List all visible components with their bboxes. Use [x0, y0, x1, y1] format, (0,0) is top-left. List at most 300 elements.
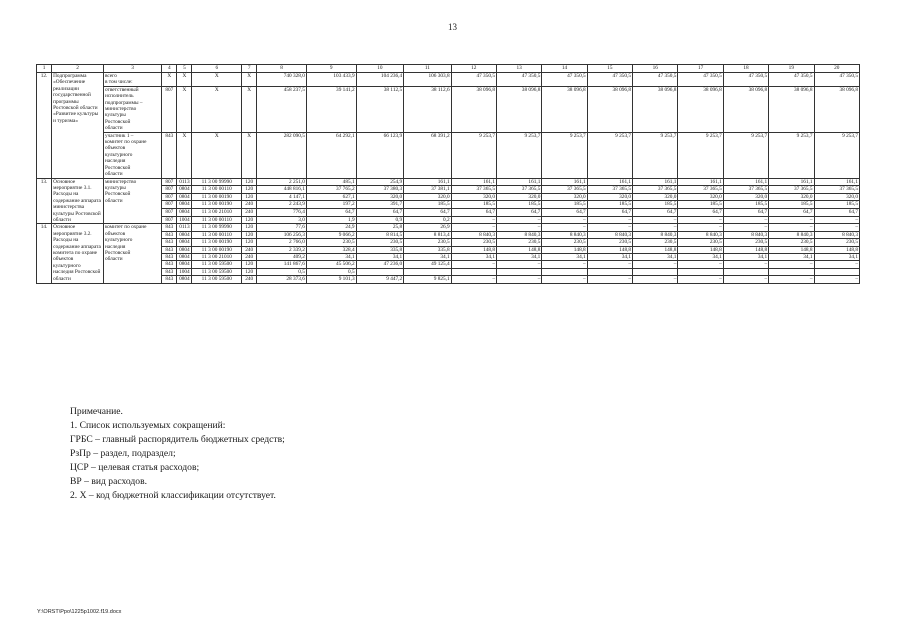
amount-cell: 148,8 — [451, 246, 496, 253]
budget-code-cell: 807 — [162, 193, 177, 201]
amount-cell: 8 840,3 — [496, 231, 541, 238]
amount-cell — [814, 268, 860, 275]
amount-cell: 37 365,5 — [587, 186, 632, 194]
amount-cell: – — [769, 276, 814, 283]
amount-cell: 9 253,7 — [496, 132, 541, 178]
amount-cell: 1,9 — [306, 216, 356, 224]
amount-cell: 64,7 — [542, 209, 587, 217]
amount-cell: 8 840,3 — [723, 231, 768, 238]
amount-cell: 0,9 — [356, 216, 404, 224]
amount-cell: 38 096,8 — [678, 86, 723, 132]
column-header: 10 — [356, 65, 404, 73]
budget-code-cell: 0804 — [177, 261, 192, 268]
amount-cell: 34,1 — [496, 253, 541, 260]
budget-code-cell: 240 — [242, 246, 257, 253]
amount-cell: 3,0 — [257, 216, 307, 224]
amount-cell: 0,5 — [306, 268, 356, 275]
amount-cell: 148,8 — [633, 246, 678, 253]
amount-cell: 8 840,3 — [814, 231, 860, 238]
amount-cell — [542, 268, 587, 275]
amount-cell: 64,7 — [306, 209, 356, 217]
amount-cell: 64,7 — [451, 209, 496, 217]
column-header: 20 — [814, 65, 860, 73]
amount-cell: 64,7 — [404, 209, 452, 217]
budget-code-cell: X — [242, 86, 257, 132]
amount-cell: 0,5 — [257, 268, 307, 275]
amount-cell: 185,5 — [723, 201, 768, 209]
budget-code-cell: 807 — [162, 186, 177, 194]
amount-cell: 185,5 — [404, 201, 452, 209]
amount-cell: 38 096,8 — [633, 86, 678, 132]
budget-code-cell: 807 — [162, 86, 177, 132]
amount-cell: 148,8 — [678, 246, 723, 253]
amount-cell: – — [678, 276, 723, 283]
amount-cell: 8 813,4 — [404, 231, 452, 238]
budget-code-cell: 120 — [242, 193, 257, 201]
amount-cell: 148,8 — [496, 246, 541, 253]
budget-code-cell: X — [192, 86, 242, 132]
amount-cell: 68 391,2 — [404, 132, 452, 178]
amount-cell: 320,0 — [451, 193, 496, 201]
amount-cell: 161,1 — [814, 178, 860, 186]
executor-name: комитет по охране объектов культурного наследия Ростовской области — [103, 224, 161, 283]
amount-cell: 34,1 — [587, 253, 632, 260]
column-header: 6 — [192, 65, 242, 73]
column-header: 11 — [404, 65, 452, 73]
notes-section — [70, 405, 285, 503]
budget-code-cell: 843 — [162, 224, 177, 231]
amount-cell: 230,5 — [542, 239, 587, 246]
column-header: 5 — [177, 65, 192, 73]
amount-cell: 458 237,5 — [257, 86, 307, 132]
amount-cell: 34,1 — [769, 253, 814, 260]
amount-cell: 448 816,1 — [257, 186, 307, 194]
budget-code-cell: X — [177, 132, 192, 178]
amount-cell: 47 350,5 — [633, 73, 678, 87]
amount-cell: 37 365,5 — [814, 186, 860, 194]
amount-cell: 148,8 — [723, 246, 768, 253]
budget-code-cell: 120 — [242, 216, 257, 224]
amount-cell: 47 350,5 — [678, 73, 723, 87]
amount-cell — [356, 268, 404, 275]
amount-cell: 740 328,0 — [257, 73, 307, 87]
column-header: 17 — [678, 65, 723, 73]
amount-cell: – — [451, 276, 496, 283]
amount-cell: 37 365,5 — [769, 186, 814, 194]
amount-cell: 320,0 — [769, 193, 814, 201]
amount-cell: 38 096,8 — [814, 86, 860, 132]
amount-cell: 328,4 — [306, 246, 356, 253]
amount-cell: 37 380,3 — [356, 186, 404, 194]
amount-cell: 230,5 — [404, 239, 452, 246]
amount-cell: 8 840,3 — [678, 231, 723, 238]
budget-code-cell: X — [242, 73, 257, 87]
row-number: 14. — [37, 224, 52, 283]
budget-code-cell: 1004 — [177, 216, 192, 224]
amount-cell: – — [633, 261, 678, 268]
amount-cell: 64,7 — [587, 209, 632, 217]
amount-cell: 37 365,5 — [678, 186, 723, 194]
amount-cell: 47 350,5 — [814, 73, 860, 87]
note-line: ВР – вид расходов. — [70, 476, 148, 487]
amount-cell: – — [814, 216, 860, 224]
budget-code-cell: 843 — [162, 231, 177, 238]
amount-cell: 254,9 — [356, 178, 404, 186]
amount-cell: 9 253,7 — [678, 132, 723, 178]
amount-cell — [678, 268, 723, 275]
amount-cell: 185,5 — [587, 201, 632, 209]
budget-code-cell: 11 3 00 59500 — [192, 268, 242, 275]
amount-cell: 2 243,9 — [257, 201, 307, 209]
file-path-footer: Y:\ORST\Ppo\1225p1002.f19.docx — [37, 609, 122, 615]
amount-cell: 230,5 — [587, 239, 632, 246]
amount-cell: 9 253,7 — [723, 132, 768, 178]
amount-cell: 64,7 — [633, 209, 678, 217]
amount-cell: 776,4 — [257, 209, 307, 217]
amount-cell: 64,7 — [356, 209, 404, 217]
amount-cell: 37 381,1 — [404, 186, 452, 194]
amount-cell: – — [678, 216, 723, 224]
budget-code-cell: X — [177, 73, 192, 87]
budget-code-cell: 11 3 00 00190 — [192, 193, 242, 201]
amount-cell: – — [542, 276, 587, 283]
amount-cell: 9 253,7 — [587, 132, 632, 178]
budget-code-cell: 240 — [242, 276, 257, 283]
amount-cell — [587, 268, 632, 275]
amount-cell: 148,8 — [587, 246, 632, 253]
amount-cell: 38 096,8 — [496, 86, 541, 132]
amount-cell: 2 339,2 — [257, 246, 307, 253]
amount-cell: 34,1 — [678, 253, 723, 260]
amount-cell: 230,5 — [306, 239, 356, 246]
amount-cell: 8 840,3 — [633, 231, 678, 238]
column-header: 4 — [162, 65, 177, 73]
amount-cell: 230,5 — [451, 239, 496, 246]
amount-cell: 161,1 — [633, 178, 678, 186]
budget-code-cell: 120 — [242, 231, 257, 238]
amount-cell — [496, 268, 541, 275]
amount-cell: – — [496, 276, 541, 283]
amount-cell: 106 303,8 — [404, 73, 452, 87]
amount-cell: 161,1 — [723, 178, 768, 186]
column-header: 3 — [103, 65, 161, 73]
amount-cell: 282 090,5 — [257, 132, 307, 178]
budget-code-cell: X — [162, 73, 177, 87]
budget-code-cell: 0113 — [177, 178, 192, 186]
amount-cell: – — [769, 261, 814, 268]
amount-cell: – — [542, 261, 587, 268]
column-header: 13 — [496, 65, 541, 73]
executor-name: министерство культуры Ростовской области — [103, 178, 161, 224]
column-header: 12 — [451, 65, 496, 73]
column-header: 9 — [306, 65, 356, 73]
amount-cell: 47 350,5 — [496, 73, 541, 87]
budget-code-cell: 11 3 00 00190 — [192, 239, 242, 246]
amount-cell: – — [633, 216, 678, 224]
amount-cell: – — [496, 261, 541, 268]
notes-title: Примечание. — [70, 406, 123, 417]
amount-cell: 185,5 — [769, 201, 814, 209]
amount-cell: 230,5 — [496, 239, 541, 246]
amount-cell: 37 365,5 — [451, 186, 496, 194]
amount-cell: 185,5 — [451, 201, 496, 209]
amount-cell: – — [542, 216, 587, 224]
budget-code-cell: 120 — [242, 261, 257, 268]
amount-cell: 38 096,8 — [451, 86, 496, 132]
table-row — [37, 132, 860, 178]
amount-cell: 0,2 — [404, 216, 452, 224]
amount-cell: 37 365,5 — [633, 186, 678, 194]
amount-cell: 104 236,4 — [356, 73, 404, 87]
amount-cell: 335,8 — [356, 246, 404, 253]
amount-cell: 25,8 — [356, 224, 404, 231]
amount-cell: 185,5 — [814, 201, 860, 209]
budget-code-cell: X — [192, 132, 242, 178]
program-name: Основное мероприятие 3.1. Расходы на содержание аппарата министерства культуры Ростовской области — [52, 178, 104, 224]
budget-code-cell: 240 — [242, 201, 257, 209]
amount-cell: 9 253,7 — [542, 132, 587, 178]
budget-code-cell: 120 — [242, 186, 257, 194]
amount-cell: 77,6 — [257, 224, 307, 231]
amount-cell: – — [451, 261, 496, 268]
amount-cell: – — [542, 224, 587, 231]
amount-cell: – — [723, 261, 768, 268]
table-row — [37, 73, 860, 87]
amount-cell — [633, 268, 678, 275]
budget-code-cell: 11 3 00 21010 — [192, 209, 242, 217]
amount-cell: 8 840,3 — [542, 231, 587, 238]
amount-cell: 9 253,7 — [814, 132, 860, 178]
amount-cell: 230,5 — [678, 239, 723, 246]
amount-cell: – — [723, 224, 768, 231]
row-number: 13. — [37, 178, 52, 224]
amount-cell: 9 825,1 — [404, 276, 452, 283]
amount-cell: 38 096,8 — [723, 86, 768, 132]
amount-cell — [451, 268, 496, 275]
amount-cell: 409,2 — [257, 253, 307, 260]
amount-cell: 9 253,7 — [451, 132, 496, 178]
executor-name: всего в том числе: — [103, 73, 161, 87]
column-header: 14 — [542, 65, 587, 73]
amount-cell: 34,1 — [404, 253, 452, 260]
amount-cell: 391,7 — [356, 201, 404, 209]
amount-cell: 335,8 — [404, 246, 452, 253]
budget-code-cell: X — [192, 73, 242, 87]
amount-cell: – — [814, 224, 860, 231]
amount-cell: – — [814, 276, 860, 283]
amount-cell: 8 840,3 — [587, 231, 632, 238]
amount-cell: 230,5 — [356, 239, 404, 246]
budget-code-cell: 240 — [242, 253, 257, 260]
amount-cell: – — [451, 224, 496, 231]
amount-cell: 49 125,4 — [404, 261, 452, 268]
amount-cell: 45 506,2 — [306, 261, 356, 268]
amount-cell: 34,1 — [306, 253, 356, 260]
amount-cell: 9 253,7 — [633, 132, 678, 178]
amount-cell: – — [769, 216, 814, 224]
amount-cell: 161,1 — [769, 178, 814, 186]
amount-cell: 2 251,0 — [257, 178, 307, 186]
amount-cell: – — [814, 261, 860, 268]
amount-cell: 2 766,0 — [257, 239, 307, 246]
amount-cell: 38 112,5 — [356, 86, 404, 132]
table-row — [37, 86, 860, 132]
table-row — [37, 178, 860, 186]
column-header: 16 — [633, 65, 678, 73]
amount-cell: 8 840,3 — [451, 231, 496, 238]
budget-code-cell: 807 — [162, 216, 177, 224]
budget-code-cell: 843 — [162, 246, 177, 253]
amount-cell: 230,5 — [814, 239, 860, 246]
note-line: 2. Х – код бюджетной классификации отсутствует. — [70, 490, 276, 501]
amount-cell: 38 096,8 — [769, 86, 814, 132]
amount-cell: 320,0 — [814, 193, 860, 201]
amount-cell: 148,8 — [814, 246, 860, 253]
amount-cell: – — [587, 261, 632, 268]
amount-cell: 64,7 — [678, 209, 723, 217]
budget-code-cell: 807 — [162, 209, 177, 217]
amount-cell: – — [587, 224, 632, 231]
amount-cell: 320,0 — [723, 193, 768, 201]
amount-cell — [769, 268, 814, 275]
column-header: 1 — [37, 65, 52, 73]
amount-cell: 320,0 — [404, 193, 452, 201]
note-line: ЦСР – целевая статья расходов; — [70, 462, 200, 473]
amount-cell: 34,1 — [723, 253, 768, 260]
amount-cell: 34,1 — [814, 253, 860, 260]
note-line: 1. Список используемых сокращений: — [70, 420, 226, 431]
budget-code-cell: 0804 — [177, 246, 192, 253]
amount-cell: 230,5 — [723, 239, 768, 246]
budget-code-cell: X — [177, 86, 192, 132]
amount-cell: – — [496, 224, 541, 231]
amount-cell — [723, 268, 768, 275]
amount-cell: – — [587, 216, 632, 224]
amount-cell: 26,9 — [404, 224, 452, 231]
amount-cell: 39 141,2 — [306, 86, 356, 132]
budget-code-cell: 11 3 00 59500 — [192, 261, 242, 268]
budget-table — [36, 64, 860, 284]
amount-cell: 38 112,6 — [404, 86, 452, 132]
amount-cell: – — [451, 216, 496, 224]
amount-cell: 34,1 — [356, 253, 404, 260]
amount-cell: 320,0 — [356, 193, 404, 201]
amount-cell: 320,0 — [587, 193, 632, 201]
column-header: 8 — [257, 65, 307, 73]
note-line: ГРБС – главный распорядитель бюджетных средств; — [70, 434, 285, 445]
amount-cell: 320,0 — [678, 193, 723, 201]
amount-cell: 64,7 — [723, 209, 768, 217]
amount-cell: – — [678, 261, 723, 268]
budget-code-cell: 843 — [162, 132, 177, 178]
budget-code-cell: 120 — [242, 224, 257, 231]
budget-code-cell: 0804 — [177, 253, 192, 260]
budget-code-cell: 0804 — [177, 231, 192, 238]
amount-cell: 47 350,5 — [587, 73, 632, 87]
amount-cell: 185,5 — [678, 201, 723, 209]
column-header: 2 — [52, 65, 104, 73]
budget-code-cell: 11 3 00 59500 — [192, 276, 242, 283]
amount-cell — [404, 268, 452, 275]
budget-code-cell: 11 3 00 00110 — [192, 231, 242, 238]
amount-cell: 161,1 — [587, 178, 632, 186]
amount-cell: 47 350,5 — [769, 73, 814, 87]
amount-cell: 34,1 — [542, 253, 587, 260]
amount-cell: 230,5 — [633, 239, 678, 246]
amount-cell: – — [496, 216, 541, 224]
amount-cell: 66 123,9 — [356, 132, 404, 178]
amount-cell: 37 765,2 — [306, 186, 356, 194]
budget-code-cell: 11 3 00 99990 — [192, 224, 242, 231]
note-line: РзПр – раздел, подраздел; — [70, 448, 176, 459]
amount-cell: 320,0 — [633, 193, 678, 201]
amount-cell: 37 365,5 — [723, 186, 768, 194]
amount-cell: 185,5 — [633, 201, 678, 209]
amount-cell: 627,1 — [306, 193, 356, 201]
amount-cell: 320,0 — [496, 193, 541, 201]
amount-cell: 185,5 — [542, 201, 587, 209]
page-number: 13 — [448, 22, 457, 32]
budget-code-cell: 0804 — [177, 276, 192, 283]
column-header: 7 — [242, 65, 257, 73]
amount-cell: 161,1 — [404, 178, 452, 186]
budget-code-cell: 0804 — [177, 239, 192, 246]
table-row — [37, 224, 860, 231]
amount-cell: 8 814,5 — [356, 231, 404, 238]
amount-cell: 64,7 — [496, 209, 541, 217]
budget-code-cell: 807 — [162, 201, 177, 209]
amount-cell: 141 867,6 — [257, 261, 307, 268]
budget-code-cell: X — [242, 132, 257, 178]
amount-cell: 64,7 — [769, 209, 814, 217]
program-name: Основное мероприятие 3.2. Расходы на содержание аппарата комитета по охране объектов культурного наследия Ростовской области — [52, 224, 104, 283]
amount-cell: 37 365,5 — [496, 186, 541, 194]
row-number: 12. — [37, 73, 52, 179]
amount-cell: 9 253,7 — [769, 132, 814, 178]
amount-cell: 161,1 — [542, 178, 587, 186]
budget-code-cell: 0804 — [177, 201, 192, 209]
amount-cell: 161,1 — [451, 178, 496, 186]
budget-code-cell: 240 — [242, 209, 257, 217]
budget-code-cell: 0804 — [177, 209, 192, 217]
amount-cell: 34,1 — [451, 253, 496, 260]
amount-cell: 47 350,5 — [451, 73, 496, 87]
budget-code-cell: 843 — [162, 276, 177, 283]
program-name: Подпрограмма «Обеспечение реализации государственной программы Ростовской области «Развитие культуры и туризма» — [52, 73, 104, 179]
budget-code-cell: 843 — [162, 253, 177, 260]
amount-cell: 38 096,8 — [587, 86, 632, 132]
amount-cell: 24,9 — [306, 224, 356, 231]
amount-cell: 37 365,5 — [542, 186, 587, 194]
amount-cell: 47 236,0 — [356, 261, 404, 268]
amount-cell: 9 101,3 — [306, 276, 356, 283]
budget-code-cell: 11 3 00 00190 — [192, 246, 242, 253]
amount-cell: 161,1 — [678, 178, 723, 186]
budget-code-cell: 120 — [242, 178, 257, 186]
amount-cell: 28 373,6 — [257, 276, 307, 283]
budget-code-cell: 11 3 00 99990 — [192, 178, 242, 186]
amount-cell: – — [769, 224, 814, 231]
amount-cell: – — [678, 224, 723, 231]
budget-code-cell: 11 3 00 00110 — [192, 216, 242, 224]
amount-cell: – — [633, 224, 678, 231]
budget-code-cell: 11 3 00 21010 — [192, 253, 242, 260]
budget-code-cell: 807 — [162, 178, 177, 186]
column-header: 18 — [723, 65, 768, 73]
amount-cell: 103 433,9 — [306, 73, 356, 87]
budget-code-cell: 0113 — [177, 224, 192, 231]
amount-cell: 230,5 — [769, 239, 814, 246]
